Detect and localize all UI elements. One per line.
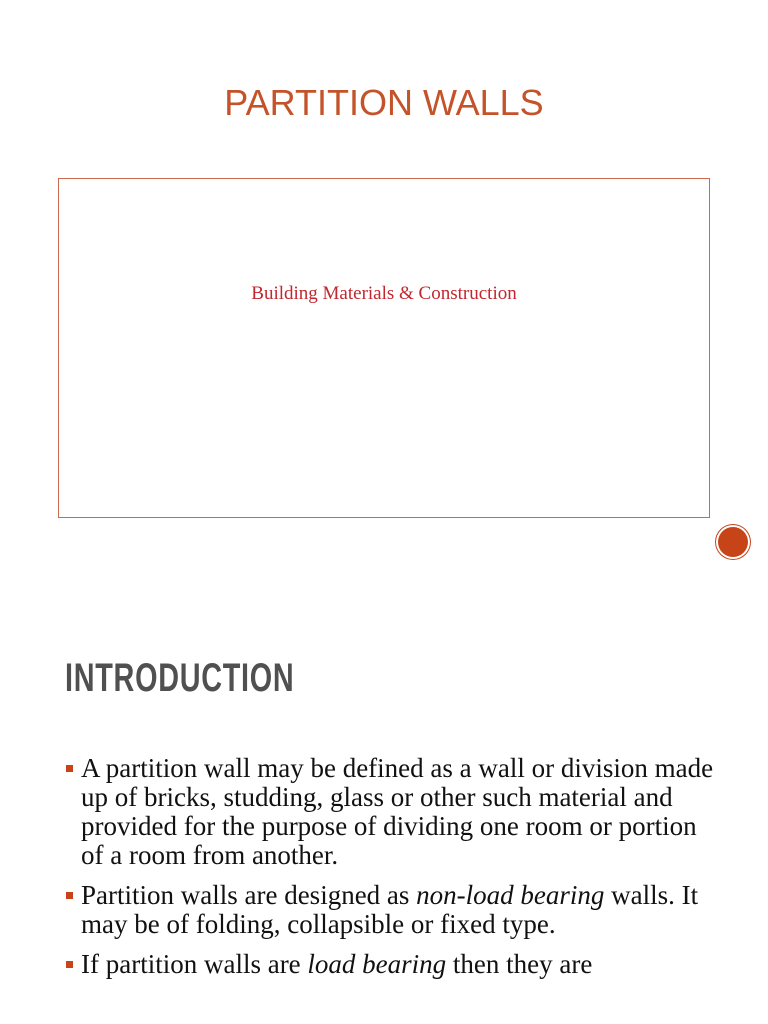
content-placeholder-box — [58, 178, 710, 518]
box-caption: Building Materials & Construction — [251, 283, 517, 304]
bullet-list — [64, 754, 724, 990]
bullet-item — [64, 950, 724, 979]
slide-title: PARTITION WALLS — [224, 82, 544, 123]
bullet-text-end: then they are — [446, 949, 593, 979]
bullet-text-start: If partition walls are — [81, 949, 308, 979]
slide-marker-dot — [716, 525, 750, 559]
bullet-item — [64, 754, 724, 870]
square-bullet-icon — [66, 892, 73, 899]
square-bullet-icon — [66, 961, 73, 968]
bullet-item — [64, 881, 724, 939]
bullet-text: A partition wall may be defined as a wall or division made up of bricks, studding, glass or other such material and provided for the purpose of dividing one room or portion of a room from another. — [81, 753, 714, 870]
bullet-text-start: Partition walls are designed as — [81, 880, 417, 910]
section-heading: INTRODUCTION — [65, 656, 295, 700]
square-bullet-icon — [66, 765, 73, 772]
bullet-text-emphasis: load bearing — [307, 949, 447, 979]
bullet-text-emphasis: non-load bearing — [416, 880, 605, 910]
bullet-text-end: walls. It may be of folding, collapsible or fixed type. — [81, 880, 699, 939]
